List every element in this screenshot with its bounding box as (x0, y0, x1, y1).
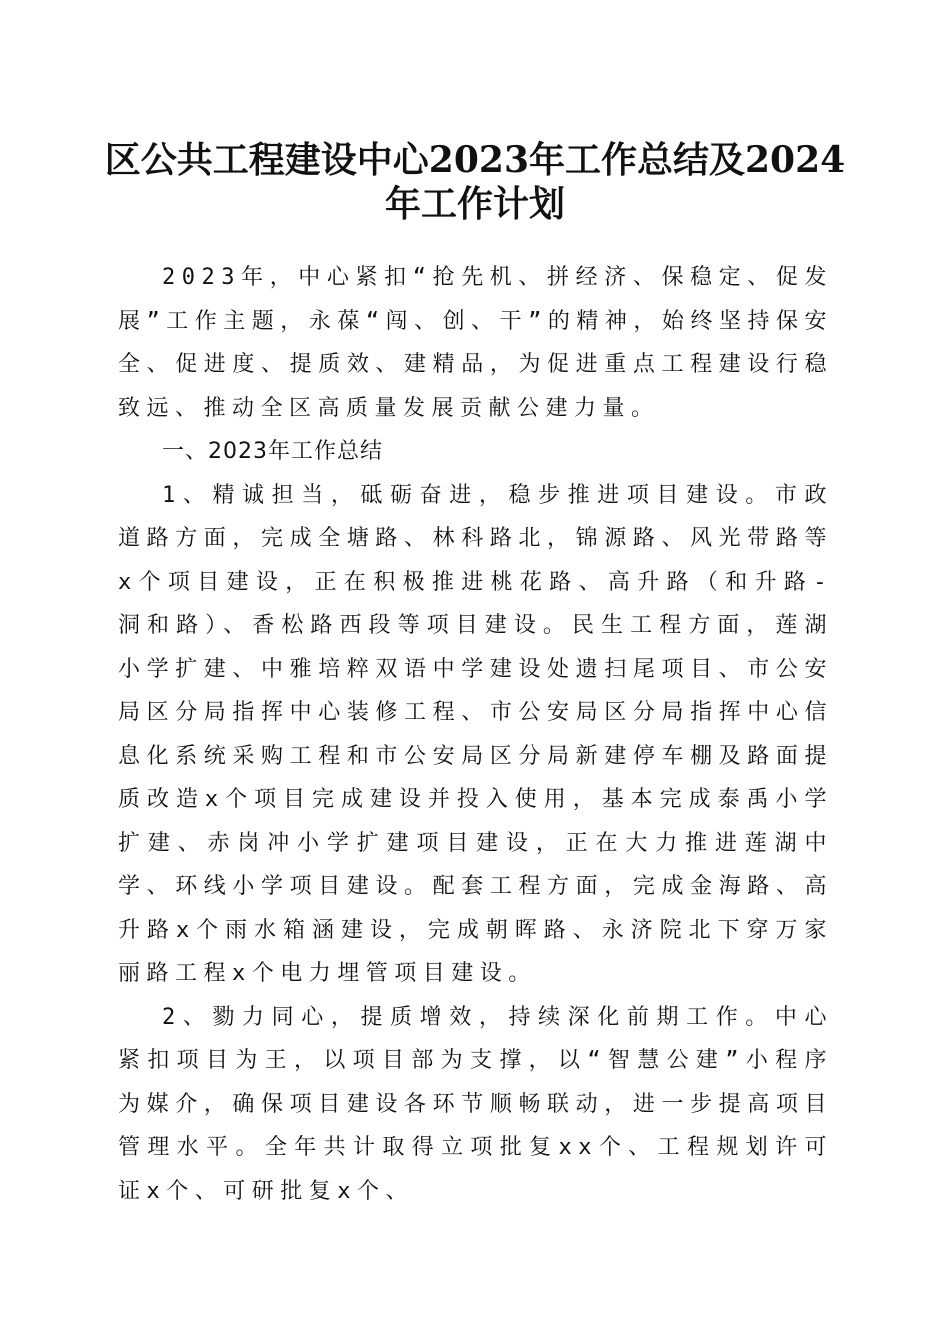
document-title (100, 138, 850, 226)
title-line-1: 区公共工程建设中心2023年工作总结及2024 (104, 139, 846, 181)
document-body (118, 256, 833, 1213)
paragraph-preliminary-work: 2、勠力同心，提质增效，持续深化前期工作。中心紧扣项目为王，以项目部为支撑，以“智慧公建”小程序为媒介，确保项目建设各环节顺畅联动，进一步提高项目管理水平。全年共计取得立项批复xx个、工程规划许可证x个、可研批复x个、 (118, 1004, 833, 1204)
title-line-2: 年工作计划 (384, 183, 565, 225)
section-heading: 一、2023年工作总结 (162, 439, 383, 464)
paragraph-project-construction: 1、精诚担当，砥砺奋进，稳步推进项目建设。市政道路方面，完成全塘路、林科路北，锦源路、风光带路等x个项目建设，正在积极推进桃花路、高升路（和升路-洞和路）、香松路西段等项目建设。民生工程方面，莲湖小学扩建、中雅培粹双语中学建设处遗扫尾项目、市公安局区分局指挥中心装修工程、市公安局区分局指挥中心信息化系统采购工程和市公安局区分局新建停车棚及路面提质改造x个项目完成建设并投入使用，基本完成泰禹小学扩建、赤岗冲小学扩建项目建设，正在大力推进莲湖中学、环线小学项目建设。配套工程方面，完成金海路、高升路x个雨水箱涵建设，完成朝晖路、永济院北下穿万家丽路工程x个电力埋管项目建设。 (118, 482, 833, 986)
intro-paragraph: 2023年，中心紧扣“抢先机、拼经济、保稳定、促发展”工作主题，永葆“闯、创、干”的精神，始终坚持保安全、促进度、提质效、建精品，为促进重点工程建设行稳致远、推动全区高质量发展贡献公建力量。 (118, 265, 833, 421)
